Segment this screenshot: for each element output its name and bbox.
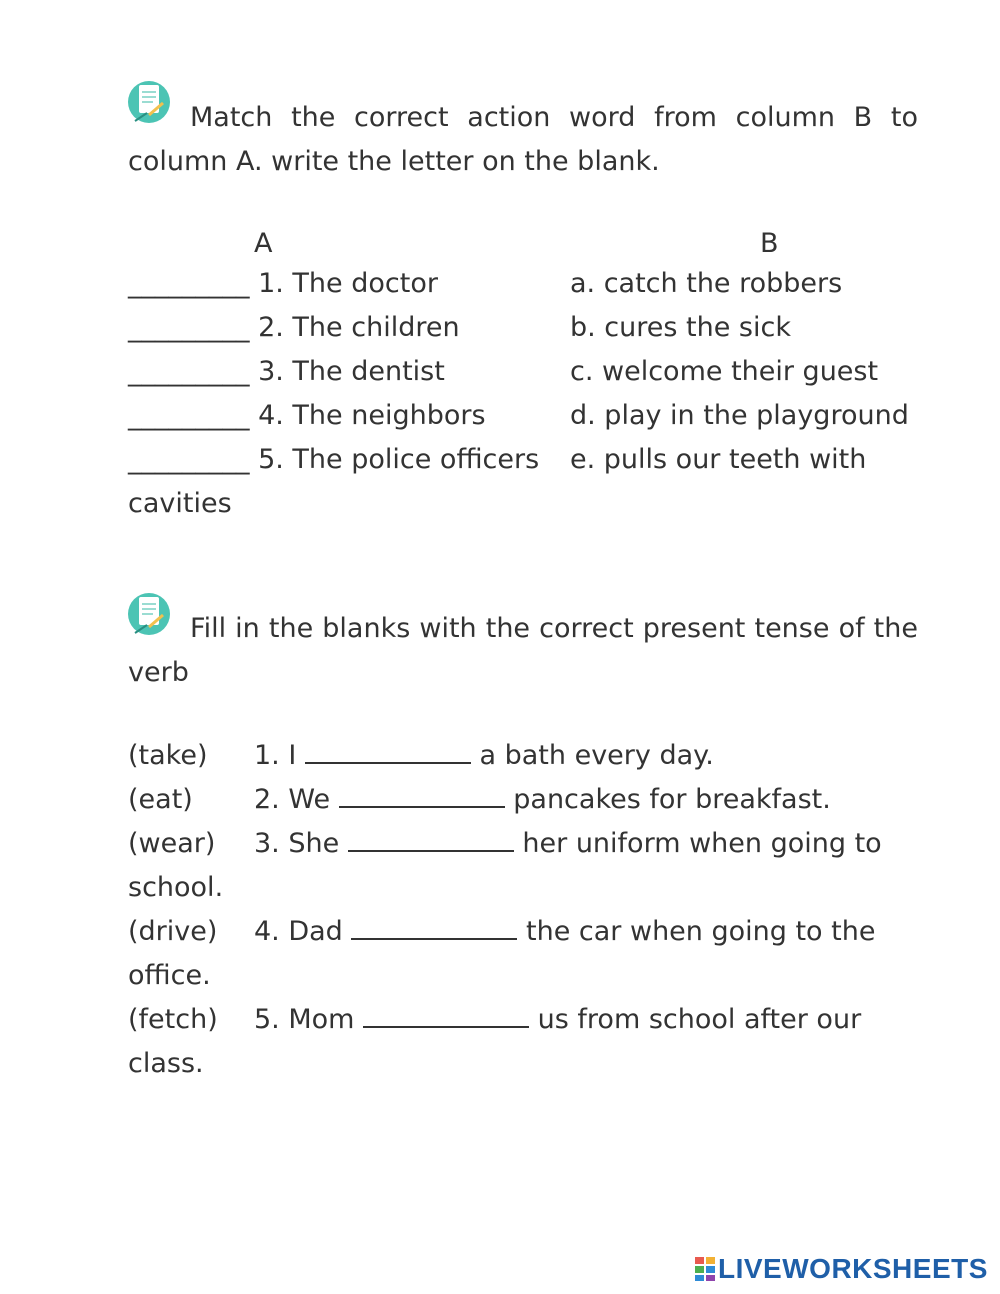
sentence-end: us from school after our xyxy=(537,1004,862,1035)
answer-blank[interactable] xyxy=(348,850,514,852)
fill-sentence xyxy=(254,1004,861,1035)
fill-sentence xyxy=(254,784,831,815)
sentence-end: the car when going to the xyxy=(526,916,876,947)
answer-blank[interactable]: _________ xyxy=(128,356,250,387)
sentence-continuation: class. xyxy=(128,1048,204,1079)
sentence-end: a bath every day. xyxy=(479,740,714,771)
liveworksheets-logo[interactable] xyxy=(694,1254,988,1284)
fill-sentence xyxy=(254,828,882,859)
match-item-a: 1. The doctor xyxy=(258,268,438,299)
sentence-start: 4. Dad xyxy=(254,916,343,947)
wrapped-text: cavities xyxy=(128,488,232,519)
fill-sentence xyxy=(254,916,875,947)
verb-hint: (wear) xyxy=(128,828,216,859)
match-item-a: 2. The children xyxy=(258,312,460,343)
match-row xyxy=(128,356,445,387)
match-row xyxy=(128,312,460,343)
sentence-start: 5. Mom xyxy=(254,1004,355,1035)
match-row xyxy=(128,268,438,299)
section2-instruction: Fill in the blanks with the correct present tense of the verb xyxy=(128,613,918,688)
answer-blank[interactable]: _________ xyxy=(128,268,250,299)
answer-blank[interactable] xyxy=(339,806,505,808)
column-b-header: B xyxy=(760,228,779,259)
logo-text: LIVEWORKSHEETS xyxy=(718,1253,988,1284)
verb-hint: (take) xyxy=(128,740,208,771)
verb-hint: (eat) xyxy=(128,784,193,815)
match-item-b: a. catch the robbers xyxy=(570,268,843,299)
answer-blank[interactable] xyxy=(363,1026,529,1028)
verb-hint: (drive) xyxy=(128,916,218,947)
match-item-a: 3. The dentist xyxy=(258,356,445,387)
section1-instruction: Match the correct action word from column B to column A. write the letter on the blank. xyxy=(128,102,918,177)
answer-blank[interactable] xyxy=(351,938,517,940)
match-row xyxy=(128,400,486,431)
answer-blank[interactable] xyxy=(305,762,471,764)
sentence-start: 1. I xyxy=(254,740,297,771)
verb-hint: (fetch) xyxy=(128,1004,218,1035)
answer-blank[interactable]: _________ xyxy=(128,312,250,343)
column-a-header: A xyxy=(254,228,273,259)
sentence-continuation: school. xyxy=(128,872,224,903)
match-item-b: c. welcome their guest xyxy=(570,356,879,387)
answer-blank[interactable]: _________ xyxy=(128,444,250,475)
answer-blank[interactable]: _________ xyxy=(128,400,250,431)
match-item-a: 5. The police officers xyxy=(258,444,540,475)
sentence-start: 3. She xyxy=(254,828,340,859)
fill-sentence xyxy=(254,740,714,771)
match-row xyxy=(128,444,539,475)
logo-blocks-icon xyxy=(694,1256,716,1282)
sentence-continuation: office. xyxy=(128,960,211,991)
sentence-end: her uniform when going to xyxy=(522,828,882,859)
match-item-b: d. play in the playground xyxy=(570,400,909,431)
match-item-a: 4. The neighbors xyxy=(258,400,486,431)
match-item-b: b. cures the sick xyxy=(570,312,791,343)
match-item-b: e. pulls our teeth with xyxy=(570,444,867,475)
sentence-start: 2. We xyxy=(254,784,331,815)
sentence-end: pancakes for breakfast. xyxy=(513,784,831,815)
